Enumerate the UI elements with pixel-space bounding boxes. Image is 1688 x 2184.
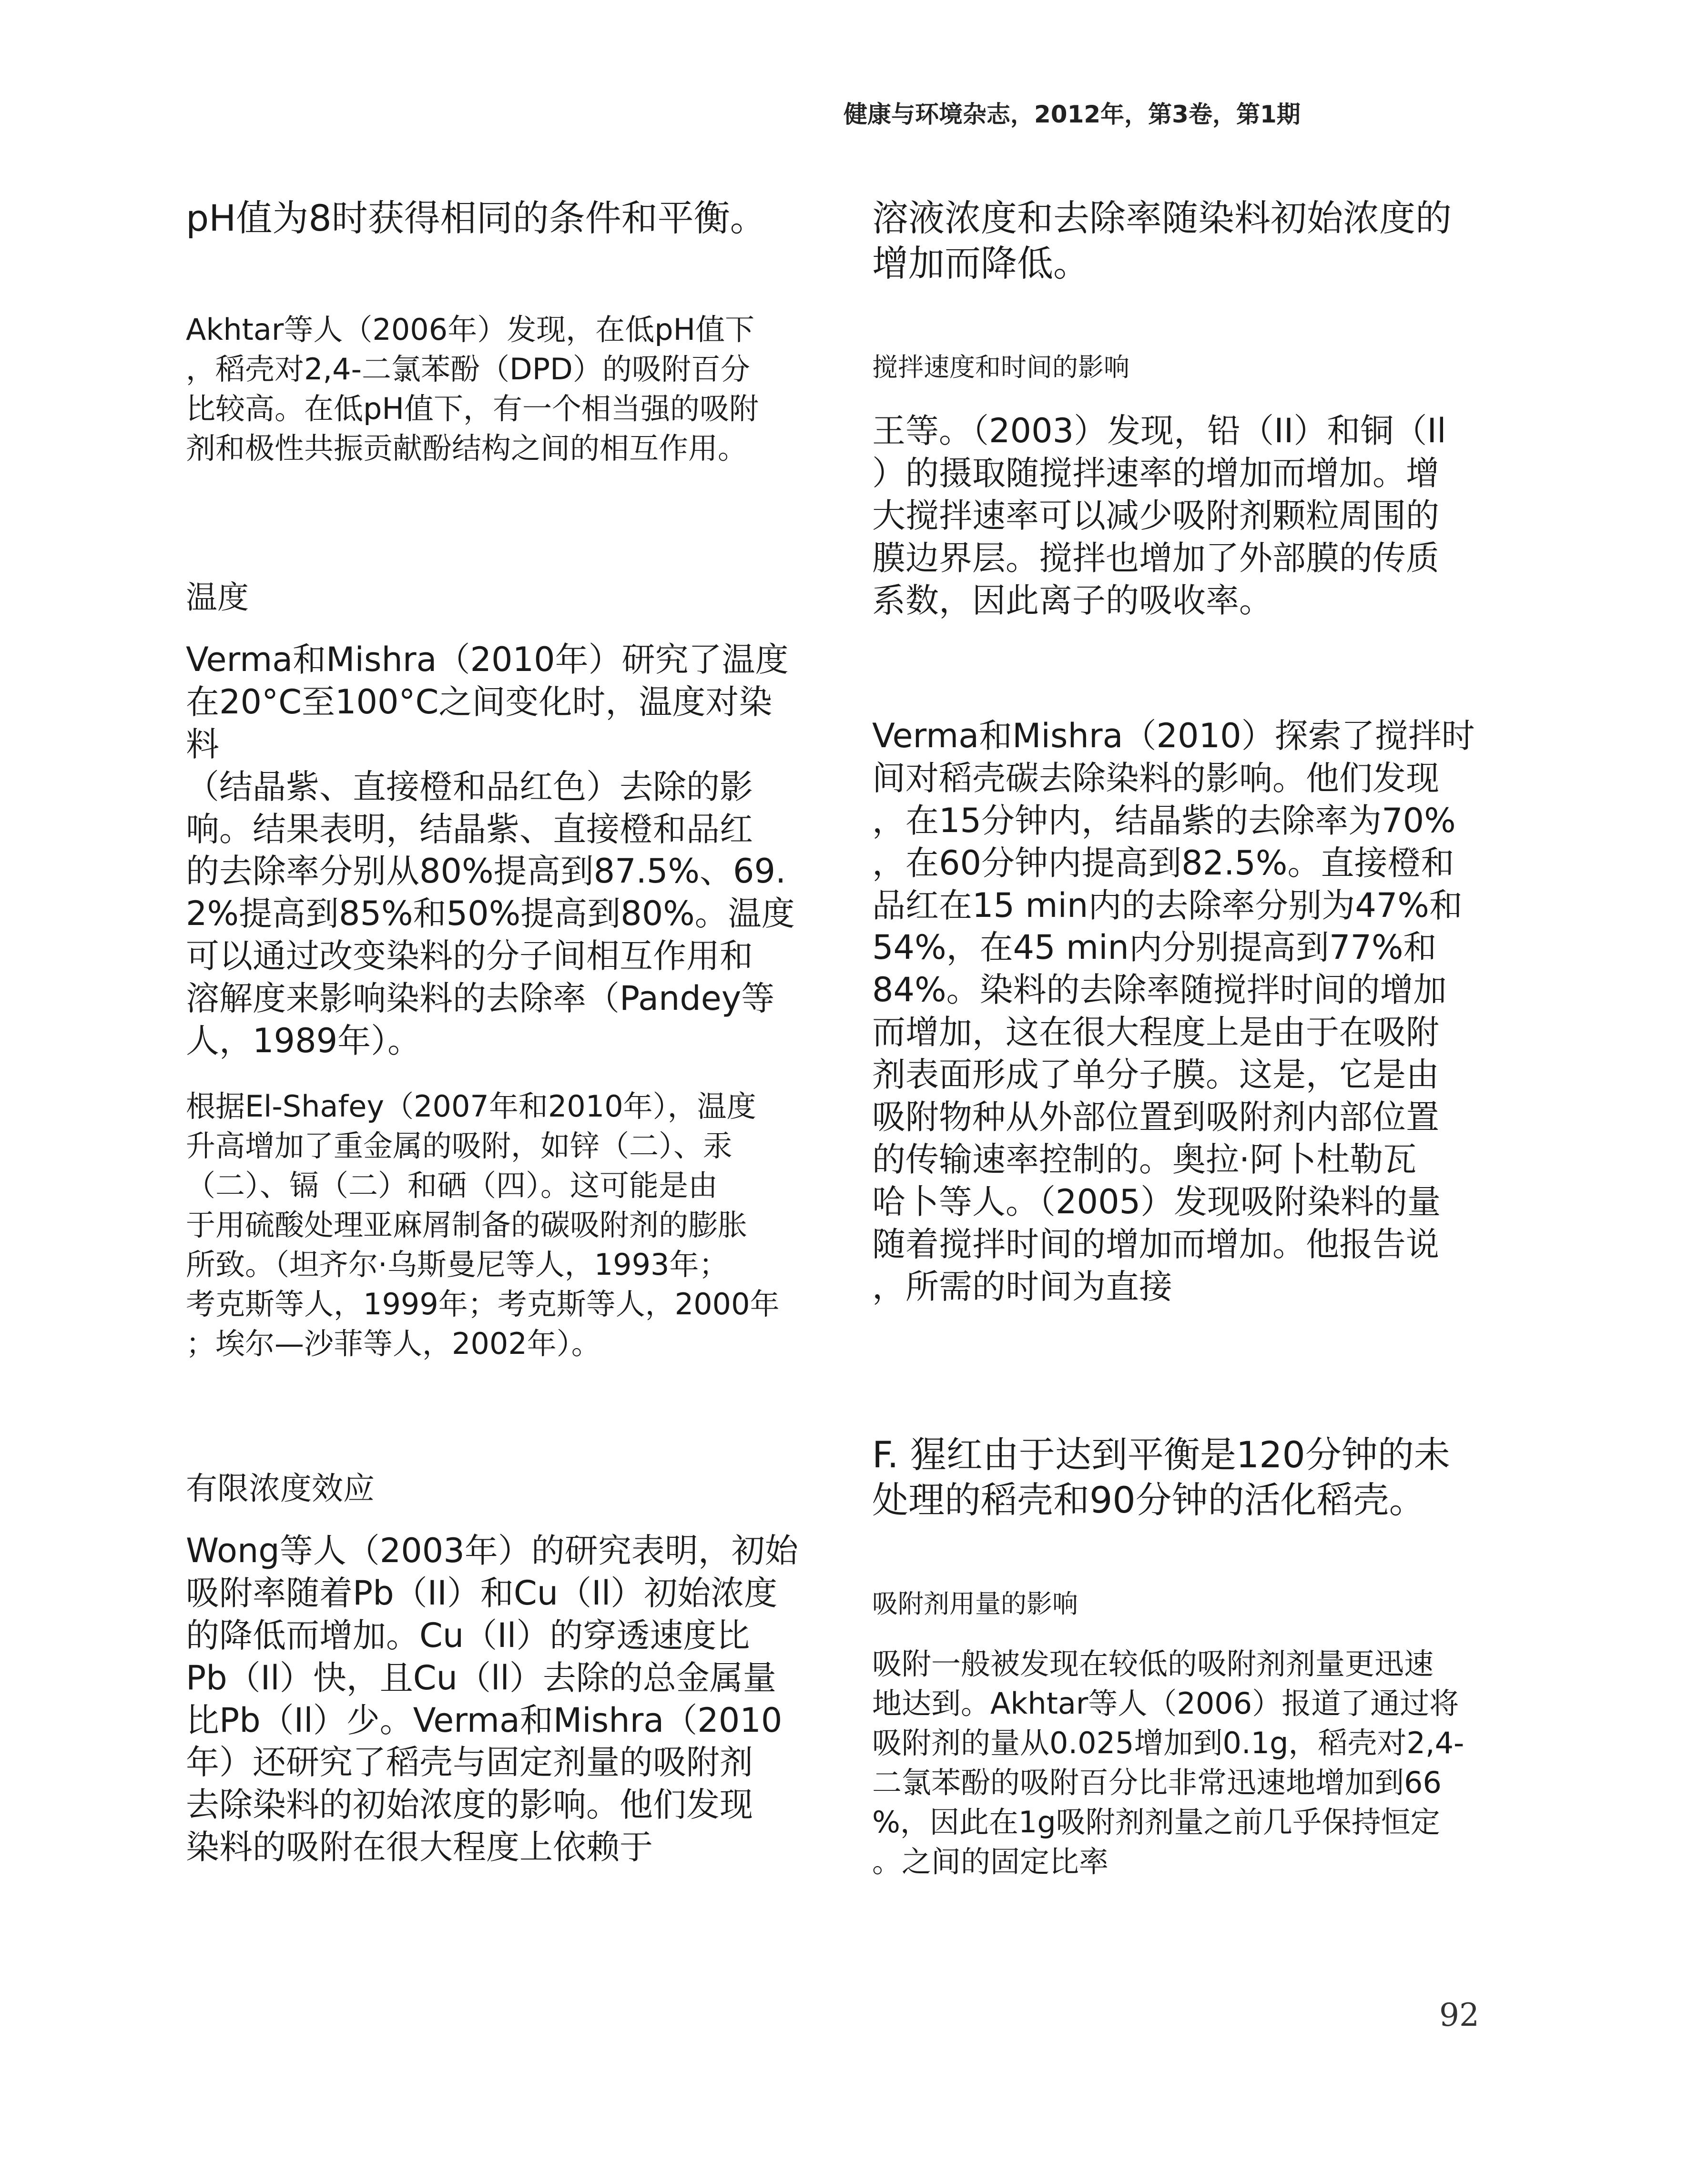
heading-concentration-effect: 有限浓度效应 <box>186 1470 375 1507</box>
right-paragraph-wang-agitation: 王等。（2003）发现，铅（II）和铜（Il ）的摄取随搅拌速率的增加而增加。增 大搅拌速率可以减少吸附剂颗粒周围的 膜边界层。搅拌也增加了外部膜的传质 系数，因此离子的吸收率。 <box>872 411 1446 620</box>
right-paragraph-verma-agitation-time: Verma和Mishra（2010）探索了搅拌时 间对稻壳碳去除染料的影响。他们发现 ，在15分钟内，结晶紫的去除率为70% ，在60分钟内提高到82.5%。直接橙和 品红在15 min内的去除率分别为47%和 54%，在45 min内分别提高到77%和 84%。染料的去除率随搅拌时间的增加 而增加，这在很大程度上是由于在吸附 剂表面形成了单分子膜。这是，它是由 吸附物种从外部位置到吸附剂内部位置 的传输速率控制的。奥拉·阿卜杜勒瓦 哈卜等人。（2005）发现吸附染料的量 随着搅拌时间的增加而增加。他报告说 ，所需的时间为直接 <box>872 716 1475 1306</box>
page-number: 92 <box>1439 1997 1479 2033</box>
heading-adsorbent-dosage: 吸附剂用量的影响 <box>872 1589 1078 1619</box>
right-paragraph-akhtar-dosage: 吸附一般被发现在较低的吸附剂剂量更迅速 地达到。Akhtar等人（2006）报道了通过将 吸附剂的量从0.025增加到0.1g，稻壳对2,4- 二氯苯酚的吸附百分比非常迅速地增加到66 %，因此在1g吸附剂剂量之前几乎保持恒定 。之间的固定比率 <box>872 1646 1464 1879</box>
heading-temperature: 温度 <box>186 579 249 616</box>
left-paragraph-temperature-dyes: Verma和Mishra（2010年）研究了温度 在20°C至100°C之间变化时，温度对染料 （结晶紫、直接橙和品红色）去除的影 响。结果表明，结晶紫、直接橙和品红 的去除率分别从80%提高到87.5%、69. 2%提高到85%和50%提高到80%。温度 可以通过改变染料的分子间相互作用和 溶解度来影响染料的去除率（Pandey等 人，1989年）。 <box>186 640 795 1061</box>
left-paragraph-wong-concentration: Wong等人（2003年）的研究表明，初始 吸附率随着Pb（II）和Cu（Il）初始浓度 的降低而增加。Cu（Il）的穿透速度比 Pb（Il）快，且Cu（ll）去除的总金属量 比Pb（Il）少。Verma和Mishra（2010 年）还研究了稻壳与固定剂量的吸附剂 去除染料的初始浓度的影响。他们发现 染料的吸附在很大程度上依赖于 <box>186 1531 798 1867</box>
left-paragraph-el-shafey: 根据El-Shafey（2007年和2010年），温度 升高增加了重金属的吸附，如锌（二）、汞 （二）、镉（二）和硒（四）。这可能是由 于用硫酸处理亚麻屑制备的碳吸附剂的膨胀 所致。（坦齐尔·乌斯曼尼等人，1993年； 考克斯等人，1999年；考克斯等人，2000年 ；埃尔—沙菲等人，2002年）。 <box>186 1089 780 1361</box>
left-paragraph-ph-conditions: pH值为8时获得相同的条件和平衡。 <box>186 197 766 239</box>
right-paragraph-scarlet-equilibrium: F. 猩红由于达到平衡是120分钟的未 处理的稻壳和90分钟的活化稻壳。 <box>872 1433 1450 1521</box>
journal-header: 健康与环境杂志，2012年，第3卷，第1期 <box>844 101 1301 128</box>
heading-agitation-speed-time: 搅拌速度和时间的影响 <box>872 352 1129 382</box>
right-paragraph-concentration-continued: 溶液浓度和去除率随染料初始浓度的 增加而降低。 <box>872 197 1452 284</box>
left-paragraph-akhtar-ph: Akhtar等人（2006年）发现，在低pH值下 ，稻壳对2,4-二氯苯酚（DPD）的吸附百分 比较高。在低pH值下，有一个相当强的吸附 剂和极性共振贡献酚结构之间的相互作用。 <box>186 312 759 466</box>
